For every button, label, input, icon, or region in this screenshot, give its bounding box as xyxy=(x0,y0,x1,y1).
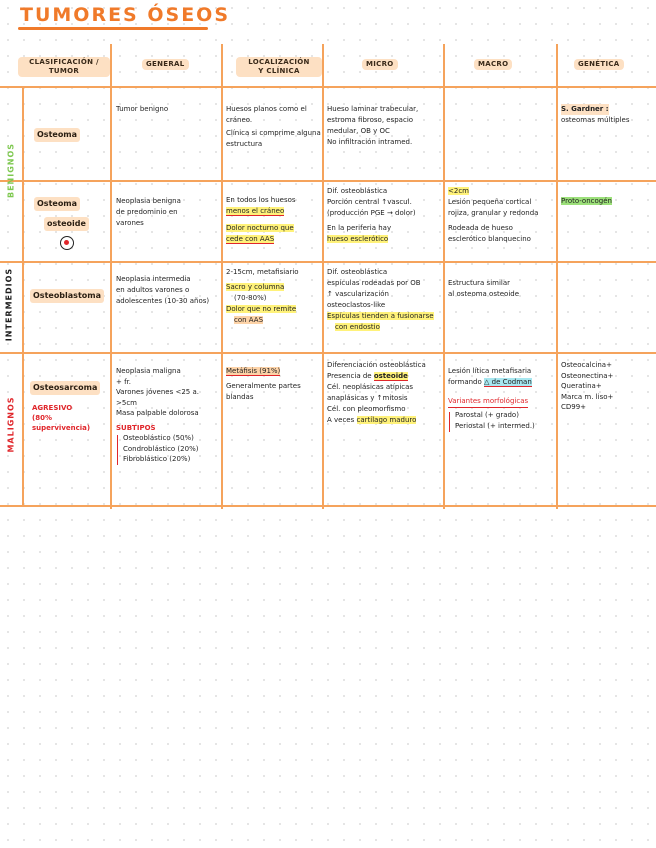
osteosarcoma-macro-3: Variantes morfológicas xyxy=(448,396,528,408)
osteosarcoma-macro-2a: formando xyxy=(448,378,482,386)
title-underline xyxy=(18,27,208,30)
osteoma-micro-4: No infiltración intramed. xyxy=(327,138,413,146)
header-clasificacion-line2: TUMOR xyxy=(48,67,80,75)
osteoma-localizacion xyxy=(226,104,322,152)
osteoide-general-3: varones xyxy=(116,219,144,227)
group-intermedios: INTERMEDIOS xyxy=(4,267,14,342)
osteoide-macro-4: Rodeada de hueso xyxy=(448,224,513,232)
osteoide-macro-5: esclerótico blanquecino xyxy=(448,235,531,243)
grid-line-row2 xyxy=(0,261,656,263)
osteoide-macro-3: rojiza, granular y redonda xyxy=(448,209,539,217)
subtipos-brace xyxy=(117,435,118,465)
osteoblastoma-micro-3: ↑ vascularización xyxy=(327,290,389,298)
grid-line-col3 xyxy=(322,44,324,509)
header-genetica: GENÉTICA xyxy=(574,59,624,70)
osteosarcoma-genetica-3: Queratina+ xyxy=(561,382,602,390)
osteoblastoma-general-2: en adultos varones o xyxy=(116,286,190,294)
osteosarcoma-general-2: + fr. xyxy=(116,377,132,386)
osteoblastoma-macro xyxy=(448,278,556,300)
header-micro: MICRO xyxy=(362,59,398,70)
osteosarcoma-general-1: Neoplasia maligna xyxy=(116,367,181,375)
grid-line-row1 xyxy=(0,180,656,182)
osteoblastoma-micro-6: con endostio xyxy=(335,323,380,331)
header-clasificacion-line1: CLASIFICACIÓN / xyxy=(29,58,99,66)
osteosarcoma-macro-5: Periostal (+ intermed.) xyxy=(455,422,535,430)
osteoblastoma-loc-2b: (70-80%) xyxy=(234,294,267,302)
osteosarcoma-macro xyxy=(448,366,556,432)
group-benignos: BENIGNOS xyxy=(6,142,16,199)
osteosarcoma-subtipos-title: SUBTIPOS xyxy=(116,423,156,432)
osteosarcoma-genetica-4: Marca m. liso+ xyxy=(561,392,614,401)
osteoide-micro xyxy=(327,186,443,245)
osteoblastoma-loc-1: 2-15cm, metafisiario xyxy=(226,268,299,276)
osteosarcoma-genetica-1: Osteocalcina+ xyxy=(561,361,612,369)
header-clasificacion xyxy=(18,57,110,77)
osteoide-localizacion xyxy=(226,195,322,245)
variantes-brace xyxy=(449,412,450,432)
osteoide-loc-2a: Dolor nocturno que xyxy=(226,224,294,232)
osteosarcoma-macro-4: Parostal (+ grado) xyxy=(455,411,519,419)
osteoide-loc-1b: menos el cráneo xyxy=(226,207,285,215)
osteoblastoma-macro-1: Estructura similar xyxy=(448,279,511,287)
osteoblastoma-micro-2: espículas rodeadas por OB xyxy=(327,279,421,287)
osteoide-general-2: de predominio en xyxy=(116,208,178,216)
osteosarcoma-micro-2b: osteoide xyxy=(373,372,408,380)
osteosarcoma-micro-6b: cartílago maduro xyxy=(356,416,417,424)
osteoma-micro xyxy=(327,104,443,148)
osteosarcoma-general xyxy=(116,366,220,465)
osteosarcoma-genetica-2: Osteonectina+ xyxy=(561,371,614,380)
osteoblastoma-loc-3a: Dolor que no remite xyxy=(226,305,297,313)
grid-line-col2 xyxy=(221,44,223,509)
osteosarcoma-micro-1: Diferenciación osteoblástica xyxy=(327,361,426,369)
grid-line-row4 xyxy=(0,505,656,507)
grid-line-col1 xyxy=(110,44,112,509)
osteosarcoma-nota-1: AGRESIVO xyxy=(32,404,73,412)
grid-line-header xyxy=(0,86,656,88)
osteoma-micro-2: estroma fibroso, espacio xyxy=(327,116,414,124)
osteosarcoma-subtipo-2: Condroblástico (20%) xyxy=(123,444,199,453)
page-title: TUMORES ÓSEOS xyxy=(20,4,231,26)
osteosarcoma-micro-6a: A veces xyxy=(327,416,355,424)
osteosarcoma-genetica-5: CD99+ xyxy=(561,403,587,411)
osteoma-micro-3: medular, OB y OC xyxy=(327,127,390,135)
osteoblastoma-general-1: Neoplasia intermedia xyxy=(116,275,191,283)
osteosarcoma-subtipo-3: Fibroblástico (20%) xyxy=(123,455,191,463)
osteoma-micro-1: Hueso laminar trabecular, xyxy=(327,105,419,113)
osteoide-macro-1: <2cm xyxy=(448,187,469,195)
header-macro: MACRO xyxy=(474,59,512,70)
osteoide-micro-5: hueso esclerótico xyxy=(327,235,389,243)
osteosarcoma-micro-3: Cél. neoplásicas atípicas xyxy=(327,383,414,391)
osteoide-loc-2b: cede con AAS xyxy=(226,235,275,243)
osteoide-general xyxy=(116,196,220,229)
osteosarcoma-macro-2b: △ de Codman xyxy=(484,378,532,386)
osteoide-general-1: Neoplasia benigna xyxy=(116,197,181,205)
osteoide-genetica-1: Proto-oncogén xyxy=(561,197,612,205)
osteoblastoma-micro xyxy=(327,267,443,333)
osteosarcoma-subtipo-1: Osteoblástico (50%) xyxy=(123,434,194,442)
target-icon xyxy=(60,236,74,250)
osteosarcoma-general-3: Varones jóvenes <25 a. xyxy=(116,388,199,396)
osteoide-genetica xyxy=(561,196,655,207)
osteosarcoma-macro-1: Lesión lítica metafisaria xyxy=(448,367,532,375)
grid-line-col4 xyxy=(443,44,445,509)
tumor-osteoma-osteoide-1: Osteoma xyxy=(34,197,80,211)
osteoblastoma-micro-1: Dif. osteoblástica xyxy=(327,268,388,276)
osteoide-macro xyxy=(448,186,556,245)
osteoblastoma-loc-3b: con AAS xyxy=(234,316,264,324)
osteoide-micro-2: Porción central ↑vascul. xyxy=(327,198,412,206)
osteoblastoma-general xyxy=(116,274,220,307)
header-localizacion xyxy=(236,57,322,77)
osteoide-macro-2: Lesión pequeña cortical xyxy=(448,198,532,206)
grid-line-col5 xyxy=(556,44,558,509)
tumor-osteoma: Osteoma xyxy=(34,128,80,142)
osteoide-micro-1: Dif. osteoblástica xyxy=(327,187,388,195)
tumor-osteoma-osteoide-2: osteoide xyxy=(44,217,89,231)
header-localizacion-line2: Y CLÍNICA xyxy=(258,67,300,75)
osteoide-loc-1a: En todos los huesos xyxy=(226,196,296,204)
osteosarcoma-localizacion xyxy=(226,366,322,403)
osteoblastoma-micro-4: osteoclastos-like xyxy=(327,301,386,309)
osteosarcoma-nota-2: (80% supervivencia) xyxy=(32,414,91,432)
osteoblastoma-macro-2: al osteoma osteoide xyxy=(448,290,520,298)
group-malignos: MALIGNOS xyxy=(6,396,16,453)
header-general: GENERAL xyxy=(142,59,189,70)
osteoblastoma-micro-5: Espículas tienden a fusionarse xyxy=(327,312,434,320)
osteosarcoma-general-4: >5cm xyxy=(116,398,137,407)
osteoide-micro-3: (producción PGE → dolor) xyxy=(327,209,416,217)
osteosarcoma-nota xyxy=(32,403,110,433)
osteoma-genetica xyxy=(561,104,655,126)
osteoblastoma-loc-2a: Sacro y columna xyxy=(226,283,285,291)
osteoblastoma-localizacion xyxy=(226,267,322,326)
osteoblastoma-general-3: adolescentes (10-30 años) xyxy=(116,297,210,305)
osteosarcoma-micro xyxy=(327,360,443,426)
header-localizacion-line1: LOCALIZACIÓN xyxy=(248,58,310,66)
osteosarcoma-loc-2: Generalmente partes blandas xyxy=(226,382,301,401)
osteosarcoma-loc-1: Metáfisis (91%) xyxy=(226,367,281,375)
osteoma-loc-2: Clínica si comprime alguna estructura xyxy=(226,129,321,148)
tumor-osteoblastoma: Osteoblastoma xyxy=(30,289,104,303)
osteosarcoma-micro-2a: Presencia de xyxy=(327,372,372,380)
osteosarcoma-genetica xyxy=(561,360,655,413)
osteoma-genetica-2: osteomas múltiples xyxy=(561,116,630,124)
osteoide-micro-4: En la periferia hay xyxy=(327,224,392,232)
osteosarcoma-micro-5: Cél. con pleomorfismo xyxy=(327,405,406,413)
osteosarcoma-general-5: Masa palpable dolorosa xyxy=(116,409,199,417)
osteoma-loc-1: Huesos planos como el cráneo. xyxy=(226,105,307,124)
osteosarcoma-micro-4: anaplásicas y ↑mitosis xyxy=(327,394,408,402)
tumor-osteosarcoma: Osteosarcoma xyxy=(30,381,100,395)
grid-line-row3 xyxy=(0,352,656,354)
osteoma-genetica-1: S. Gardner : xyxy=(561,105,609,113)
grid-line-col0 xyxy=(22,86,24,505)
osteoma-general: Tumor benigno xyxy=(116,105,169,113)
